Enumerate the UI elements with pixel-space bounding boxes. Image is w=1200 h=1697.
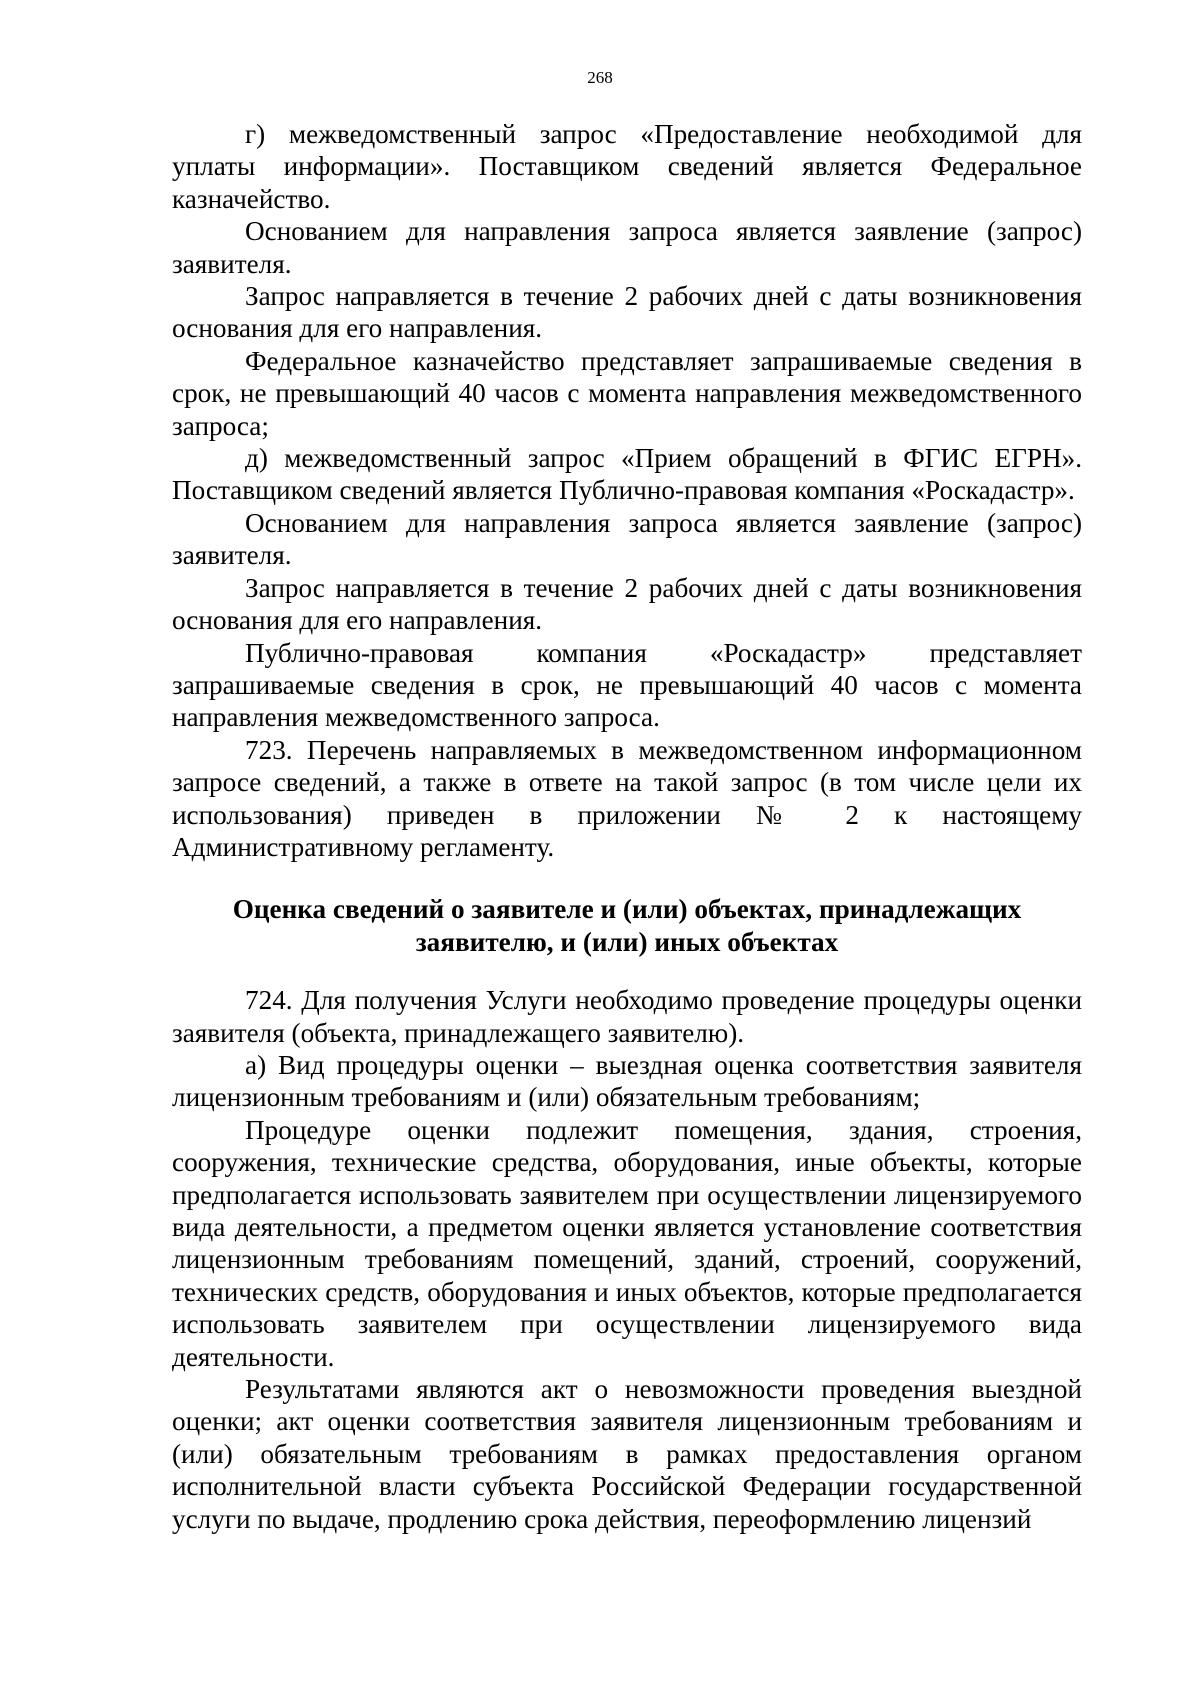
- section-heading: [172, 893, 1082, 958]
- paragraph-response-d: Публично-правовая компания «Роскадастр» представляет запрашиваемые сведения в срок, не превышающий 40 часов с момента направления межведомственного запроса.: [172, 637, 1082, 733]
- paragraph-deadline-d: Запрос направляется в течение 2 рабочих дней с даты возникновения основания для его направления.: [172, 572, 1082, 636]
- paragraph-deadline-g: Запрос направляется в течение 2 рабочих дней с даты возникновения основания для его направления.: [172, 281, 1082, 344]
- paragraph-response-g: Федеральное казначейство представляет запрашиваемые сведения в срок, не превышающий 40 часов с момента направления межведомственного запроса;: [172, 345, 1082, 441]
- section-heading-line-1: Оценка сведений о заявителе и (или) объектах, принадлежащих: [232, 894, 1022, 925]
- document-body: [172, 118, 1082, 1535]
- section-heading-line-2: заявителю, и (или) иных объектах: [415, 926, 839, 957]
- paragraph-procedure-type: а) Вид процедуры оценки – выездная оценка соответствия заявителя лицензионным требованиям и (или) обязательным требованиям;: [172, 1049, 1082, 1113]
- paragraph-723: 723. Перечень направляемых в межведомственном информационном запросе сведений, а также в ответе на такой запрос (в том числе цели их использования) приведен в приложении № 2 к настоящему Административному регламенту.: [172, 734, 1082, 862]
- paragraph-basis-d: Основанием для направления запроса является заявление (запрос) заявителя.: [172, 507, 1082, 571]
- page-number: 268: [587, 68, 613, 87]
- paragraph-request-d: д) межведомственный запрос «Прием обращений в ФГИС ЕГРН». Поставщиком сведений является Публично-правовая компания «Роскадастр».: [172, 443, 1082, 506]
- paragraph-procedure-subject: Процедуре оценки подлежит помещения, здания, строения, сооружения, технические средства, оборудования, иные объекты, которые предполагается использовать заявителем при осуществлении лицензируемого вида деятельности, а предметом оценки является установление соответствия лицензионным требованиям помещений, зданий, строений, сооружений, технических средств, оборудования и иных объектов, которые предполагается использовать заявителем при осуществлении лицензируемого вида деятельности.: [172, 1114, 1082, 1372]
- paragraph-basis-g: Основанием для направления запроса является заявление (запрос) заявителя.: [172, 216, 1082, 279]
- paragraph-724: 724. Для получения Услуги необходимо проведение процедуры оценки заявителя (объекта, принадлежащего заявителю).: [172, 985, 1082, 1048]
- paragraph-results: Результатами являются акт о невозможности проведения выездной оценки; акт оценки соответствия заявителя лицензионным требованиям и (или) обязательным требованиям в рамках предоставления органом исполнительной власти субъекта Российской Федерации государственной услуги по выдаче, продлению срока действия, переоформлению лицензий: [172, 1374, 1082, 1534]
- paragraph-request-g: г) межведомственный запрос «Предоставление необходимой для уплаты информации». Поставщиком сведений является Федеральное казначейство.: [172, 119, 1082, 214]
